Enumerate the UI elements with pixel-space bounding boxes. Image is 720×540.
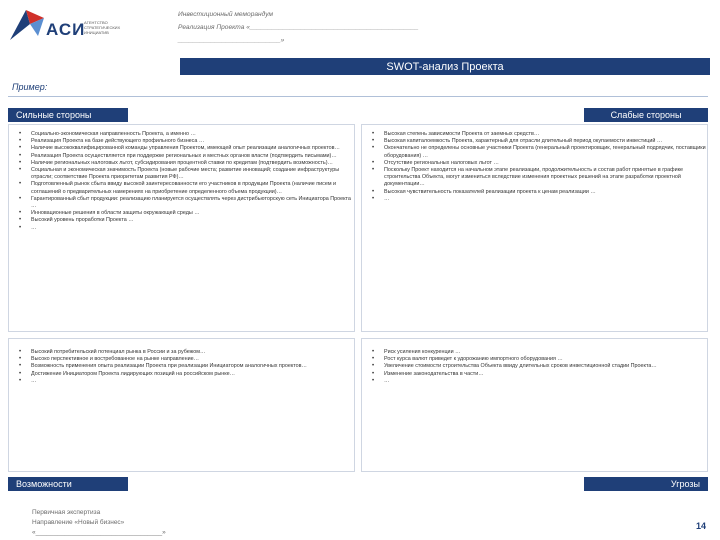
list-item: • … xyxy=(31,225,354,232)
list-item: • Поскольку Проект находится на начальном этапе реализации, продолжительность и состав работ принятые в графике строительства Объекта, могут измениться вследствие изменения проектных решений на этапе разработки проектной документации… xyxy=(384,167,707,189)
page-number: 14 xyxy=(695,521,706,531)
list-item: • Наличие высококвалифицированной команды управления Проектом, имеющей опыт реализации аналогичных проектов… xyxy=(31,145,354,152)
opportunities-header: Возможности xyxy=(8,477,128,491)
list-item: • Изменение законодательства в части… xyxy=(384,371,707,378)
list-item: • … xyxy=(384,196,707,203)
list-item: • Высокая степень зависимости Проекта от заемных средств… xyxy=(384,131,707,138)
list-item: • Увеличение стоимости строительства Объекта ввиду длительных сроков инвестиционной стадии Проекта… xyxy=(384,363,707,370)
list-item: • Реализация Проекта осуществляется при поддержке региональных и местных органов власти (подтвердить письмами)… xyxy=(31,153,354,160)
threats-box xyxy=(361,338,708,472)
list-item: • Высоко перспективное и востребованное на рынке направление… xyxy=(31,356,354,363)
page-title: SWOT-анализ Проекта xyxy=(180,58,710,75)
footer-expertise: Первичная экспертиза xyxy=(32,509,101,516)
project-name-line-2: ____________________________» xyxy=(178,37,285,44)
example-label: Пример: xyxy=(12,82,48,92)
logo-subtitle: АГЕНТСТВО СТРАТЕГИЧЕСКИХ ИНИЦИАТИВ xyxy=(84,20,121,35)
list-item: • Рост курса валют приведет к удорожанию импортного оборудования … xyxy=(384,356,707,363)
project-name-line: Реализация Проекта «______________________________________________ xyxy=(178,24,419,31)
strengths-box xyxy=(8,124,355,332)
opportunities-box xyxy=(8,338,355,472)
list-item: • Наличие региональных налоговых льгот, субсидирования процентной ставки по кредитам (подтвердить возможность)… xyxy=(31,160,354,167)
list-item: • Высокий потребительский потенциал рынка в России и за рубежом… xyxy=(31,349,354,356)
list-item: • Достижение Инициатором Проекта лидирующих позиций на российском рынке… xyxy=(31,371,354,378)
list-item: • Реализация Проекта на базе действующего профильного бизнеса … xyxy=(31,138,354,145)
list-item: • Высокая капиталоемкость Проекта, характерный для отрасли длительный период окупаемости инвестиций … xyxy=(384,138,707,145)
threats-header: Угрозы xyxy=(584,477,708,491)
list-item: • Подготовленный рынок сбыта ввиду высокой заинтересованности его участников в продукции Проекта (наличие писем и соглашений о предварительных намерениях на приобретение определенного объема продукции)… xyxy=(31,181,354,195)
weaknesses-box xyxy=(361,124,708,332)
asi-logo-icon xyxy=(8,6,46,44)
list-item: • Социально-экономическая направленность Проекта, а именно … xyxy=(31,131,354,138)
list-item: • Высокий уровень проработки Проекта … xyxy=(31,217,354,224)
list-item: • Гарантированный сбыт продукции: реализацию планируется осуществлять через дистрибьюторскую сеть Инициатора Проекта … xyxy=(31,196,354,210)
list-item: • … xyxy=(384,378,707,385)
logo-title: АСИ xyxy=(46,20,86,39)
list-item: • Инновационные решения в области защиты окружающей среды … xyxy=(31,210,354,217)
divider xyxy=(8,96,708,97)
list-item: • Высокая чувствительность показателей реализации проекта к ценам реализации … xyxy=(384,189,707,196)
strengths-header: Сильные стороны xyxy=(8,108,128,122)
list-item: • Возможность применения опыта реализации Проекта при реализации Инициатором аналогичных проектов… xyxy=(31,363,354,370)
list-item: • Окончательно не определены основные участники Проекта (генеральный проектировщик, генеральный подрядчик, поставщики оборудования) … xyxy=(384,145,707,159)
weaknesses-header: Слабые стороны xyxy=(584,108,708,122)
list-item: • Отсутствие региональных налоговых льгот … xyxy=(384,160,707,167)
list-item: • Риск усиления конкуренции … xyxy=(384,349,707,356)
list-item: • … xyxy=(31,378,354,385)
footer-project-line: «___________________________________» xyxy=(32,529,166,536)
list-item: • Социальная и экономическая значимость Проекта (новые рабочие места; развитие инноваций; создание инфраструктуры отрасли; соответствие Проекта приоритетам развития РФ)… xyxy=(31,167,354,181)
memorandum-title: Инвестиционный меморандум xyxy=(178,11,274,18)
footer-direction: Направление «Новый бизнес» xyxy=(32,519,125,526)
